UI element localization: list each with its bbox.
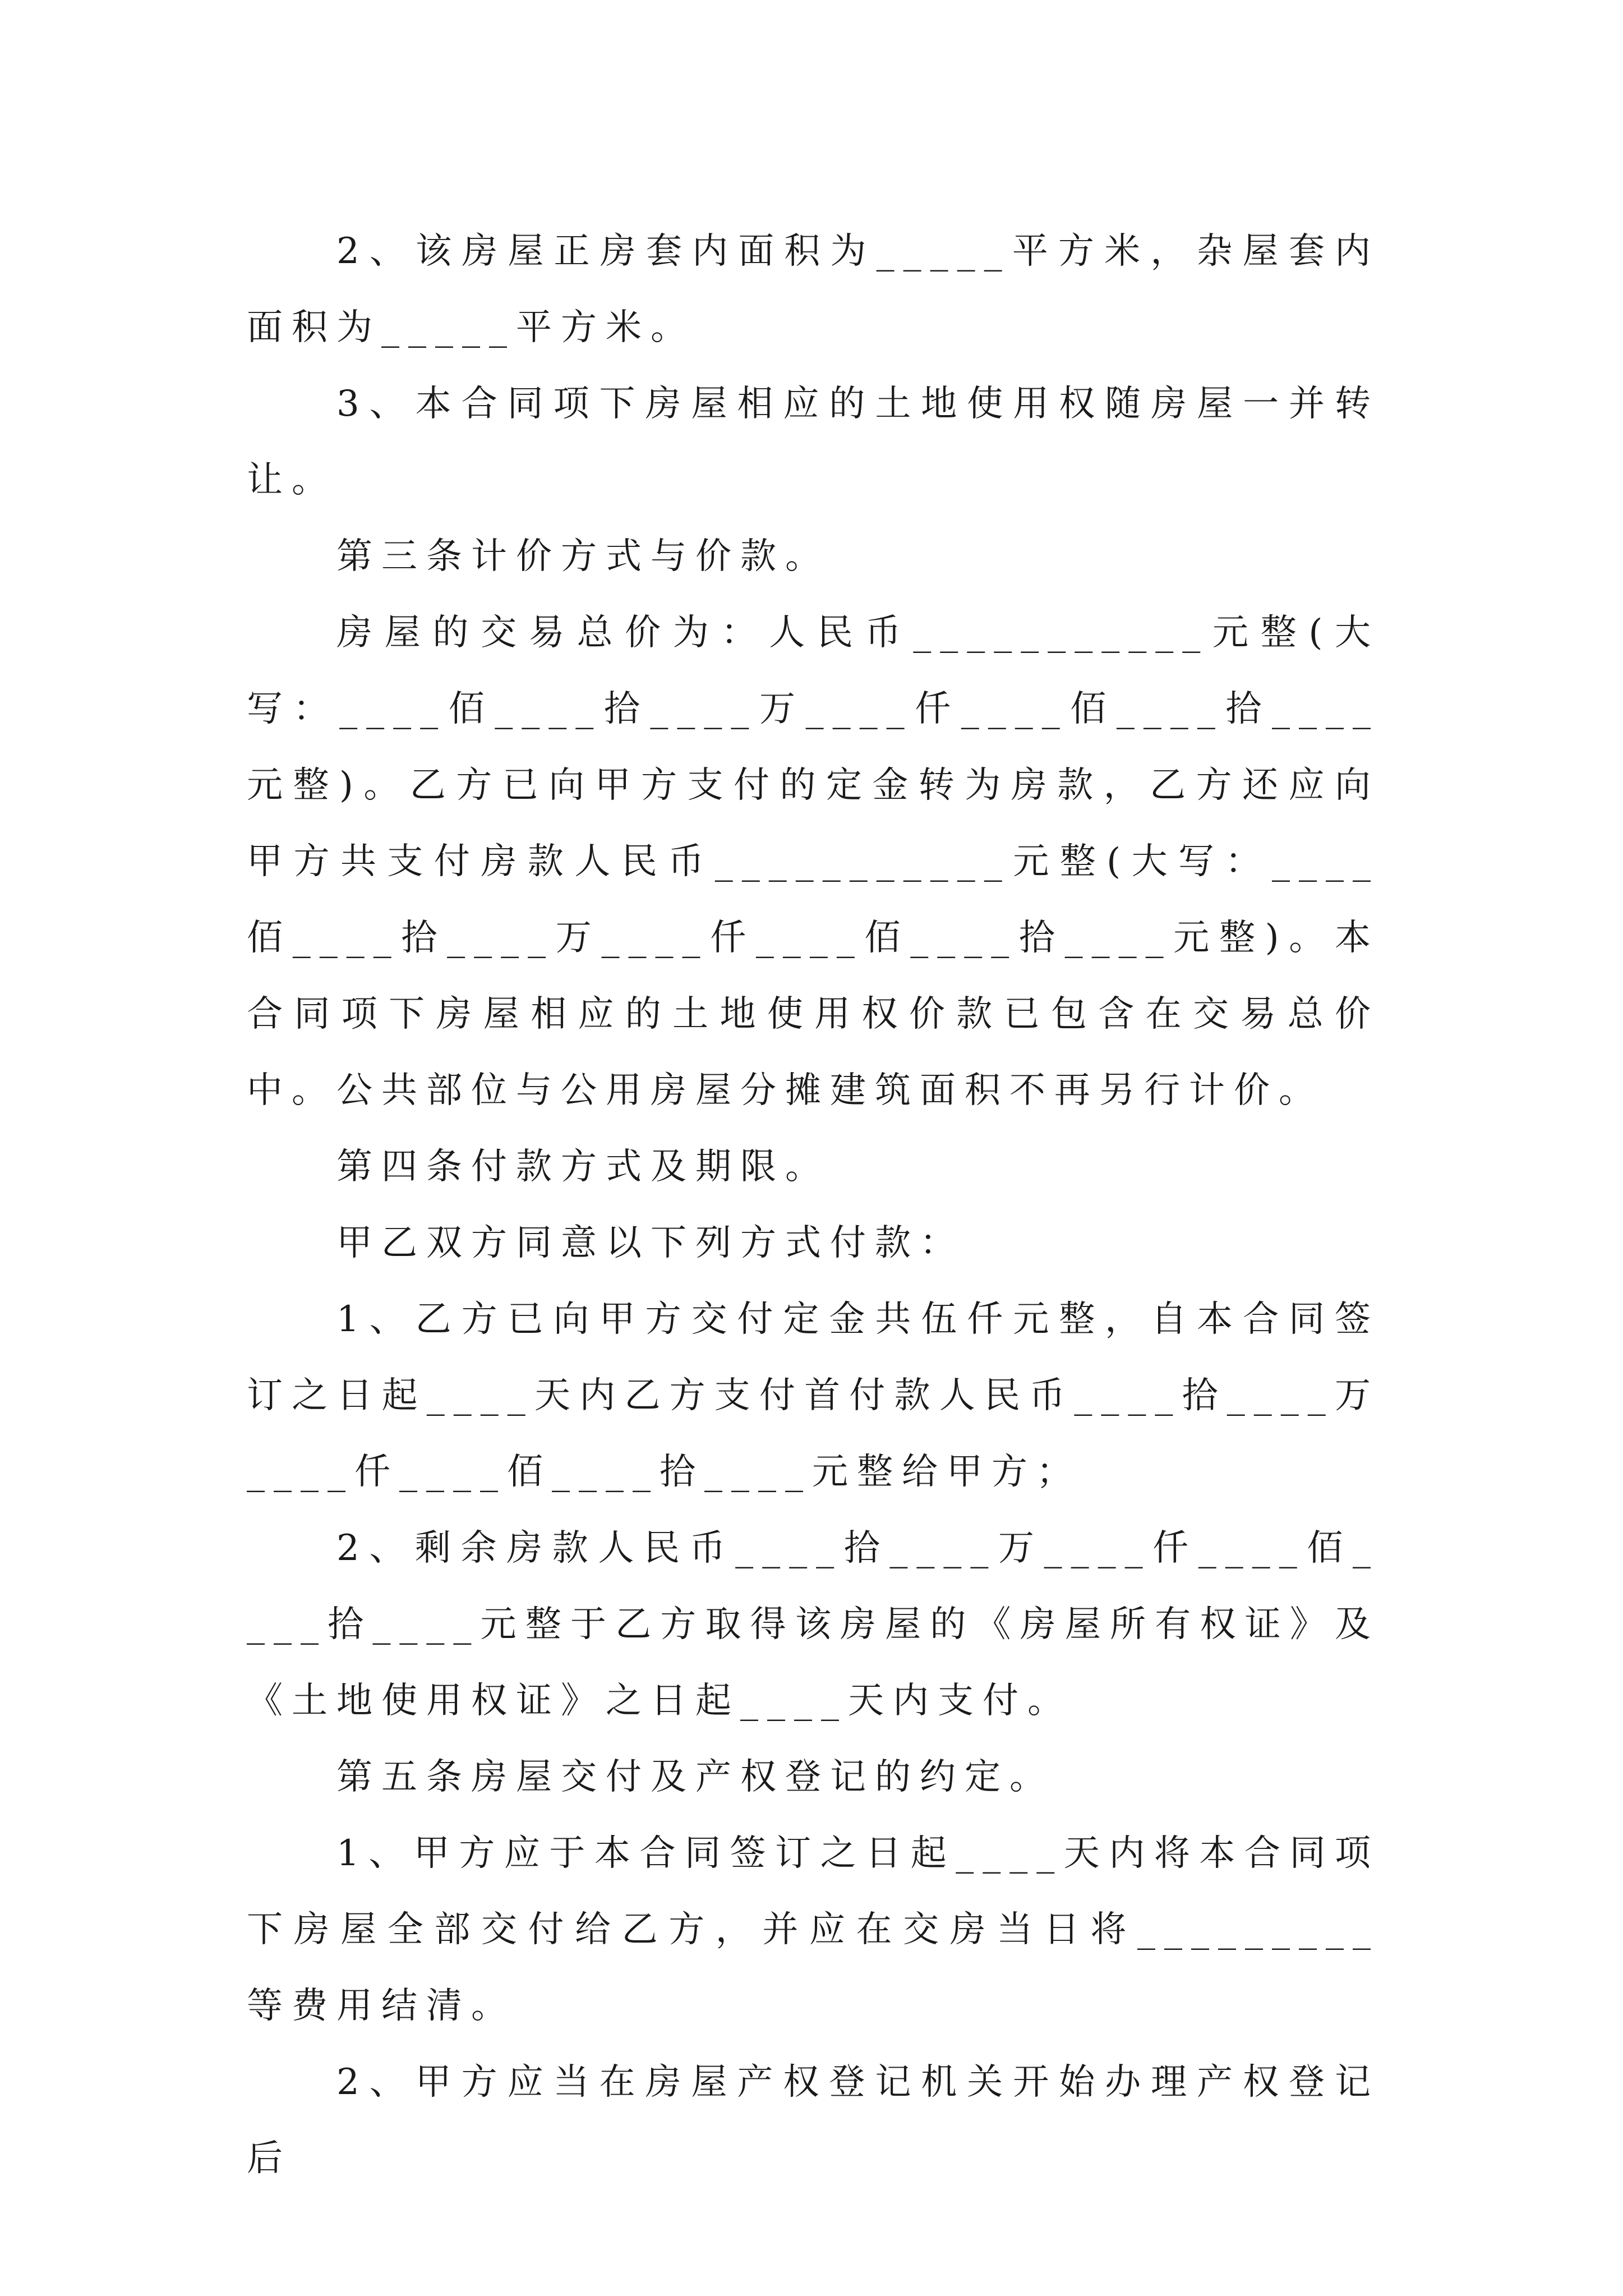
paragraph-land-use-transfer: 3、本合同项下房屋相应的土地使用权随房屋一并转让。 bbox=[247, 383, 1380, 501]
paragraph-down-payment: 1、乙方已向甲方交付定金共伍仟元整，自本合同签订之日起____天内乙方支付首付款人民币____拾____万____仟____佰____拾____元整给甲方； bbox=[247, 1299, 1380, 1493]
paragraph-handover: 1、甲方应于本合同签订之日起____天内将本合同项下房屋全部交付给乙方，并应在交房当日将_________等费用结清。 bbox=[247, 1833, 1380, 2027]
article-4-heading: 第四条付款方式及期限。 bbox=[336, 1146, 830, 1188]
paragraph-total-price: 房屋的交易总价为：人民币___________元整(大写：____佰____拾____万____仟____佰____拾____元整)。乙方已向甲方支付的定金转为房款，乙方还应向甲方共支付房款人民币___________元整(大写：____佰____拾____万____仟____佰____拾____元整)。本合同项下房屋相应的土地使用权价款已包含在交易总价中。公共部位与公用房屋分摊建筑面积不再另行计价。 bbox=[247, 612, 1380, 1111]
paragraph-payment-agreement: 甲乙双方同意以下列方式付款： bbox=[336, 1222, 965, 1264]
paragraph-remaining-payment: 2、剩余房款人民币____拾____万____仟____佰____拾____元整于乙方取得该房屋的《房屋所有权证》及《土地使用权证》之日起____天内支付。 bbox=[247, 1527, 1380, 1722]
paragraph-registration: 2、甲方应当在房屋产权登记机关开始办理产权登记后 bbox=[247, 2062, 1380, 2179]
paragraph-area-clause: 2、该房屋正房套内面积为_____平方米，杂屋套内面积为_____平方米。 bbox=[247, 231, 1380, 348]
article-5-heading: 第五条房屋交付及产权登记的约定。 bbox=[336, 1756, 1054, 1798]
article-3-heading: 第三条计价方式与价款。 bbox=[336, 536, 830, 577]
document-body bbox=[247, 213, 1380, 2197]
